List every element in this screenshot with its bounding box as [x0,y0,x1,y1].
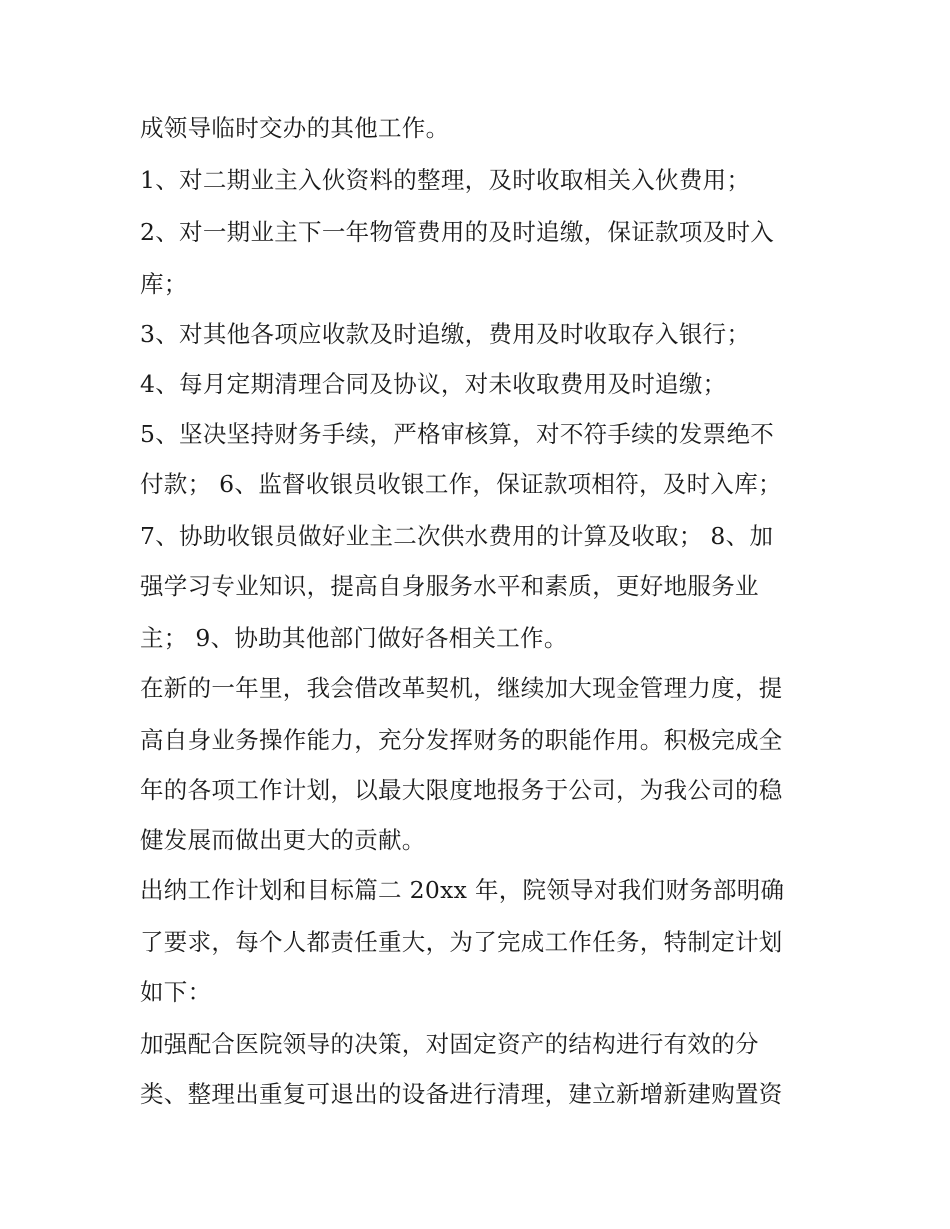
text-line: 在新的一年里，我会借改革契机，继续加大现金管理力度，提 [140,674,783,702]
text-line: 4、每月定期清理合同及协议，对未收取费用及时追缴； [140,370,727,398]
text-line: 健发展而做出更大的贡献。 [140,826,426,854]
text-line: 如下： [140,978,212,1006]
text-line: 7、协助收银员做好业主二次供水费用的计算及收取； 8、加 [140,522,774,550]
text-line: 成领导临时交办的其他工作。 [140,114,450,142]
text-line: 类、整理出重复可退出的设备进行清理，建立新增新建购置资 [140,1080,783,1108]
text-line: 付款； 6、监督收银员收银工作，保证款项相符，及时入库； [140,470,782,498]
text-line: 强学习专业知识，提高自身服务水平和素质，更好地服务业 [140,572,759,600]
text-line: 加强配合医院领导的决策，对固定资产的结构进行有效的分 [140,1030,759,1058]
text-line: 出纳工作计划和目标篇二 20xx 年，院领导对我们财务部明确 [140,876,785,904]
text-line: 库； [140,270,188,298]
text-line: 年的各项工作计划，以最大限度地报务于公司，为我公司的稳 [140,776,783,804]
text-line: 2、对一期业主下一年物管费用的及时追缴，保证款项及时入 [140,218,775,246]
text-line: 高自身业务操作能力，充分发挥财务的职能作用。积极完成全 [140,726,783,754]
text-line: 1、对二期业主入伙资料的整理，及时收取相关入伙费用； [140,166,751,194]
text-line: 了要求，每个人都责任重大，为了完成工作任务，特制定计划 [140,928,783,956]
text-line: 主； 9、协助其他部门做好各相关工作。 [140,624,568,652]
text-line: 5、坚决坚持财务手续，严格审核算，对不符手续的发票绝不 [140,420,775,448]
text-line: 3、对其他各项应收款及时追缴，费用及时收取存入银行； [140,320,751,348]
